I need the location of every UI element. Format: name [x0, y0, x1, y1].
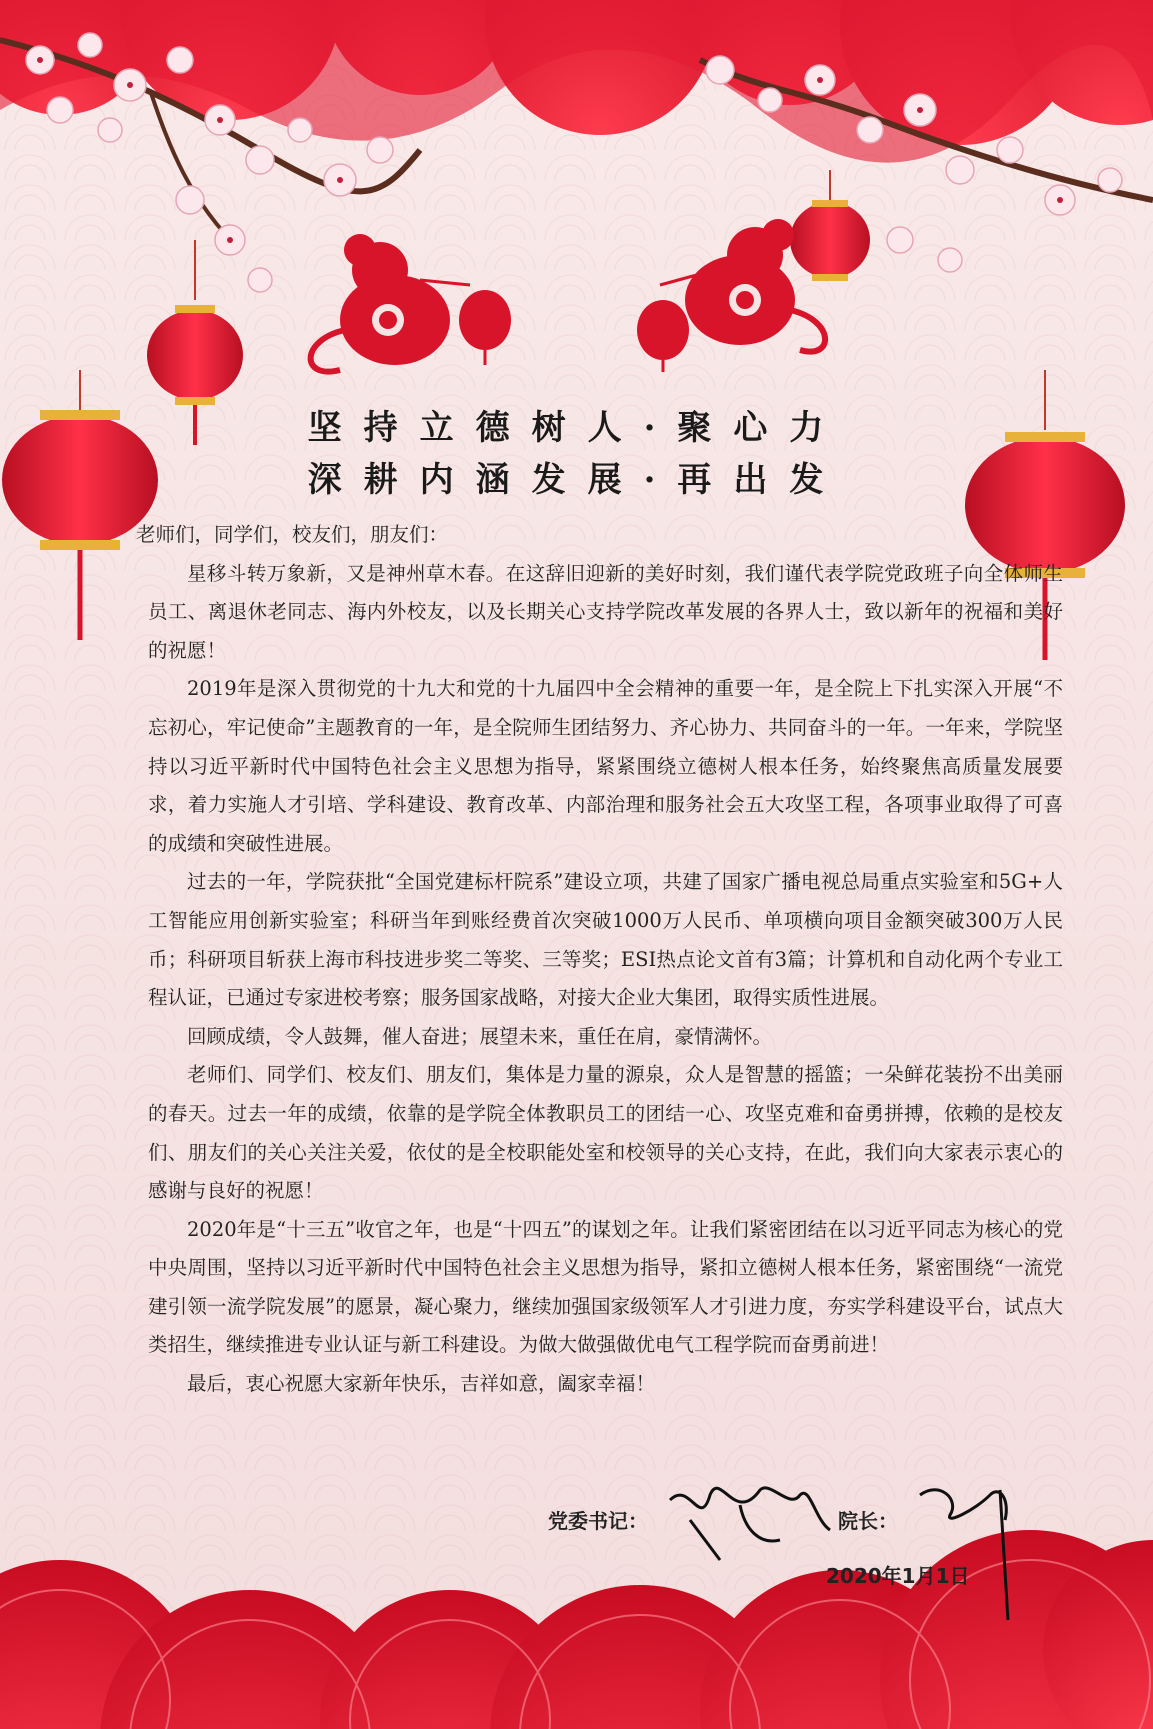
- letter-paragraph: 老师们、同学们、校友们、朋友们，集体是力量的源泉，众人是智慧的摇篮；一朵鲜花装扮不出美丽的春天。过去一年的成绩，依靠的是学院全体教职员工的团结一心、攻坚克难和奋勇拼搏，依赖的是校友们、朋友们的关心关注关爱，依仗的是全校职能处室和校领导的关心支持，在此，我们向大家表示衷心的感谢与良好的祝愿！: [148, 1063, 1063, 1203]
- lantern-right-small: [790, 170, 870, 281]
- letter-greeting: 老师们，同学们，校友们，朋友们：: [136, 523, 449, 546]
- title-line-1: 坚持立德树人·聚心力: [307, 408, 846, 448]
- title-line-2: 深耕内涵发展·再出发: [307, 460, 846, 500]
- letter-paragraph: 过去的一年，学院获批“全国党建标杆院系”建设立项，共建了国家广播电视总局重点实验室和5G+人工智能应用创新实验室；科研当年到账经费首次突破1000万人民币、单项横向项目金额突破300万人民币；科研项目斩获上海市科技进步奖二等奖、三等奖；ESI热点论文首有3篇；计算机和自动化两个专业工程认证，已通过专家进校考察；服务国家战略，对接大企业大集团，取得实质性进展。: [148, 870, 1063, 1010]
- secretary-signature: [670, 1488, 830, 1560]
- paper-cut-rat-left: [311, 234, 511, 372]
- letter-paragraph: 2019年是深入贯彻党的十九大和党的十九届四中全会精神的重要一年，是全院上下扎实深入开展“不忘初心，牢记使命”主题教育的一年，是全院师生团结努力、齐心协力、共同奋斗的一年。一年来，学院坚持以习近平新时代中国特色社会主义思想为指导，紧紧围绕立德树人根本任务，始终聚焦高质量发展要求，着力实施人才引培、学科建设、教育改革、内部治理和服务社会五大攻坚工程，各项事业取得了可喜的成绩和突破性进展。: [148, 677, 1063, 855]
- letter-body: [136, 516, 1063, 1404]
- secretary-label: 党委书记：: [548, 1509, 648, 1533]
- dean-label: 院长：: [838, 1509, 898, 1533]
- letter-paragraph: 2020年是“十三五”收官之年，也是“十四五”的谋划之年。让我们紧密团结在以习近平同志为核心的党中央周围，坚持以习近平新时代中国特色社会主义思想为指导，紧扣立德树人根本任务，紧密围绕“一流党建引领一流学院发展”的愿景，凝心聚力，继续加强国家级领军人才引进力度，夯实学科建设平台，试点大类招生，继续推进专业认证与新工科建设。为做大做强做优电气工程学院而奋勇前进！: [148, 1217, 1063, 1357]
- letter-paragraph: 回顾成绩，令人鼓舞，催人奋进；展望未来，重任在肩，豪情满怀。: [187, 1024, 773, 1048]
- letter-date: 2020年1月1日: [826, 1564, 970, 1588]
- bottom-wave-decoration: [0, 1530, 1153, 1729]
- letter-paragraph: 最后，衷心祝愿大家新年快乐，吉祥如意，阖家幸福！: [187, 1372, 656, 1396]
- top-wave-decoration: [0, 0, 1153, 163]
- letter-paragraph: 星移斗转万象新，又是神州草木春。在这辞旧迎新的美好时刻，我们谨代表学院党政班子向全体师生员工、离退休老同志、海内外校友，以及长期关心支持学院改革发展的各界人士，致以新年的祝福和美好的祝愿！: [148, 561, 1063, 662]
